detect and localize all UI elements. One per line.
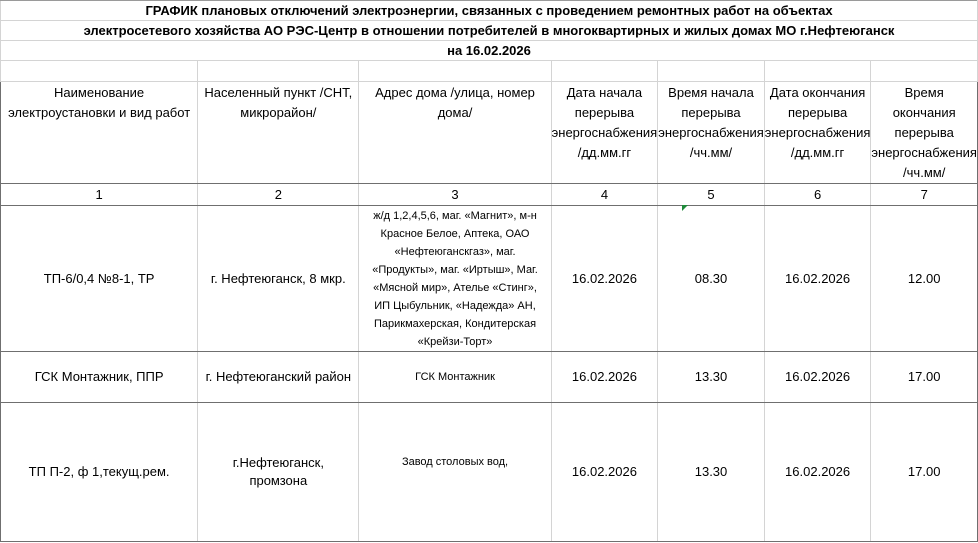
empty-cell[interactable]	[1, 61, 198, 82]
column-number[interactable]: 4	[551, 184, 658, 206]
column-number[interactable]: 6	[764, 184, 871, 206]
end-time-cell[interactable]: 17.00	[871, 403, 978, 542]
start-date-cell[interactable]: 16.02.2026	[551, 206, 658, 352]
locality-cell[interactable]: г. Нефтеюганский район	[198, 352, 359, 403]
table-row	[1, 403, 978, 542]
cell-comment-indicator	[682, 205, 688, 211]
empty-cell[interactable]	[871, 61, 978, 82]
end-date-cell[interactable]: 16.02.2026	[764, 352, 871, 403]
empty-cell[interactable]	[658, 61, 765, 82]
empty-cell[interactable]	[359, 61, 551, 82]
locality-cell[interactable]: г. Нефтеюганск, 8 мкр.	[198, 206, 359, 352]
header-start-time[interactable]: Время начала перерыва энергоснабжения /чч.мм/	[658, 82, 765, 184]
column-number[interactable]: 5	[658, 184, 765, 206]
header-end-date[interactable]: Дата окончания перерыва энергоснабжения /дд.мм.гг	[764, 82, 871, 184]
column-number[interactable]: 2	[198, 184, 359, 206]
end-time-cell[interactable]: 12.00	[871, 206, 978, 352]
address-cell[interactable]: ГСК Монтажник	[359, 352, 551, 403]
title-line-3[interactable]: на 16.02.2026	[1, 41, 978, 61]
title-line-2[interactable]: электросетевого хозяйства АО РЭС-Центр в отношении потребителей в многоквартирных и жилых домах МО г.Нефтеюганск	[1, 21, 978, 41]
start-time-cell[interactable]: 13.30	[658, 352, 765, 403]
installation-cell[interactable]: ТП-6/0,4 №8-1, ТР	[1, 206, 198, 352]
column-number[interactable]: 7	[871, 184, 978, 206]
header-locality[interactable]: Населенный пункт /СНТ, микрорайон/	[198, 82, 359, 184]
header-installation[interactable]: Наименование электроустановки и вид работ	[1, 82, 198, 184]
locality-cell[interactable]: г.Нефтеюганск, промзона	[198, 403, 359, 542]
start-time-cell[interactable]: 13.30	[658, 403, 765, 542]
header-end-time[interactable]: Время окончания перерыва энергоснабжения /чч.мм/	[871, 82, 978, 184]
title-line-1[interactable]: ГРАФИК плановых отключений электроэнергии, связанных с проведением ремонтных работ на объектах	[1, 1, 978, 21]
end-time-cell[interactable]: 17.00	[871, 352, 978, 403]
header-address[interactable]: Адрес дома /улица, номер дома/	[359, 82, 551, 184]
installation-cell[interactable]: ТП П-2, ф 1,текущ.рем.	[1, 403, 198, 542]
start-date-cell[interactable]: 16.02.2026	[551, 352, 658, 403]
column-number[interactable]: 3	[359, 184, 551, 206]
empty-cell[interactable]	[764, 61, 871, 82]
installation-cell[interactable]: ГСК Монтажник, ППР	[1, 352, 198, 403]
end-date-cell[interactable]: 16.02.2026	[764, 206, 871, 352]
start-date-cell[interactable]: 16.02.2026	[551, 403, 658, 542]
address-cell[interactable]: ж/д 1,2,4,5,6, маг. «Магнит», м-н Красное Белое, Аптека, ОАО «Нефтеюганскгаз», маг. «Продукты», маг. «Иртыш», Маг. «Мясной мир», Ателье «Стинг», ИП Цыбульник, «Надежда» АН, Парикмахерская, Кондитерская «Крейзи-Торт»	[359, 206, 551, 352]
header-start-date[interactable]: Дата начала перерыва энергоснабжения /дд.мм.гг	[551, 82, 658, 184]
table-row	[1, 352, 978, 403]
table-row	[1, 206, 978, 352]
end-date-cell[interactable]: 16.02.2026	[764, 403, 871, 542]
column-number[interactable]: 1	[1, 184, 198, 206]
empty-cell[interactable]	[198, 61, 359, 82]
empty-cell[interactable]	[551, 61, 658, 82]
address-cell[interactable]: Завод столовых вод,	[359, 403, 551, 542]
start-time-cell[interactable]: 08.30	[658, 206, 765, 352]
